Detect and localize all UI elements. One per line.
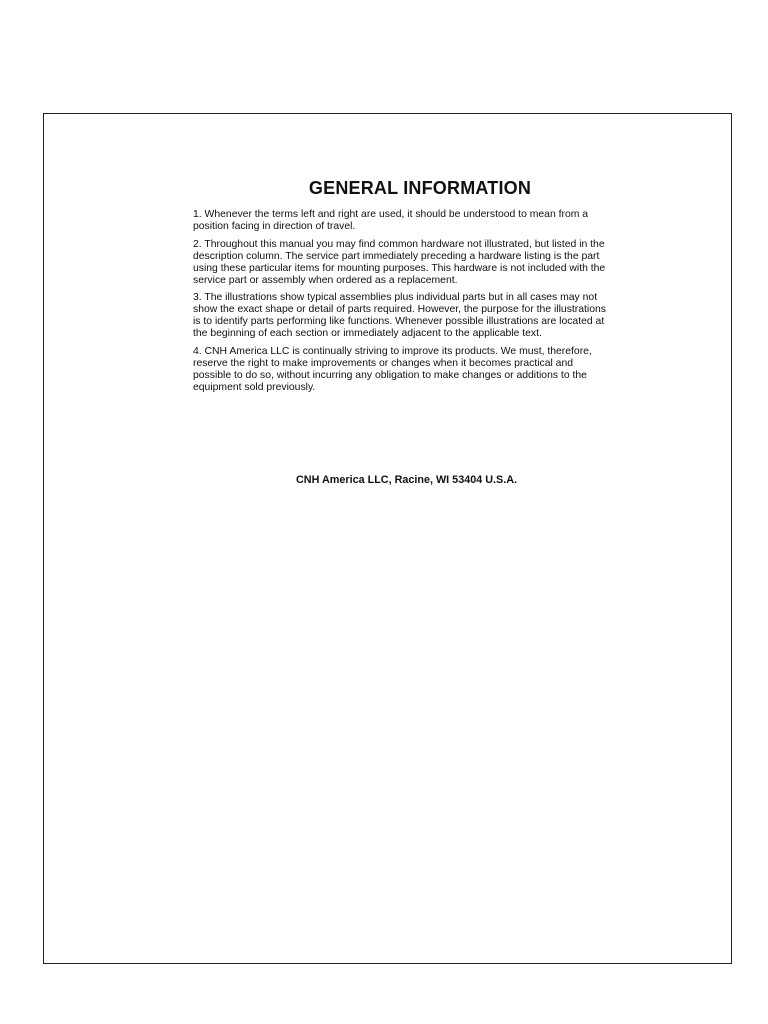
- info-item-3: 3. The illustrations show typical assemblies plus individual parts but in all cases may not show the exact shape or detail of parts required. However, the purpose for the illustrations is to identify parts performing like functions. Whenever possible illustrations are located at the beginning of each section or immediately adjacent to the applicable text.: [193, 292, 606, 340]
- info-item-2: 2. Throughout this manual you may find common hardware not illustrated, but listed in the description column. The service part immediately preceding a hardware listing is the part using these particular items for mounting purposes. This hardware is not included with the service part or assembly when ordered as a replacement.: [193, 238, 606, 286]
- information-list: [193, 209, 608, 400]
- info-item-1: 1. Whenever the terms left and right are used, it should be understood to mean from a position facing in direction of travel.: [193, 209, 589, 232]
- company-address: CNH America LLC, Racine, WI 53404 U.S.A.: [296, 474, 518, 486]
- page-title: GENERAL INFORMATION: [308, 178, 532, 198]
- info-item-4: 4. CNH America LLC is continually striving to improve its products. We must, therefore, reserve the right to make improvements or changes when it becomes practical and possible to do so, without incurring any obligation to make changes or additions to the equipment sold previously.: [193, 346, 592, 393]
